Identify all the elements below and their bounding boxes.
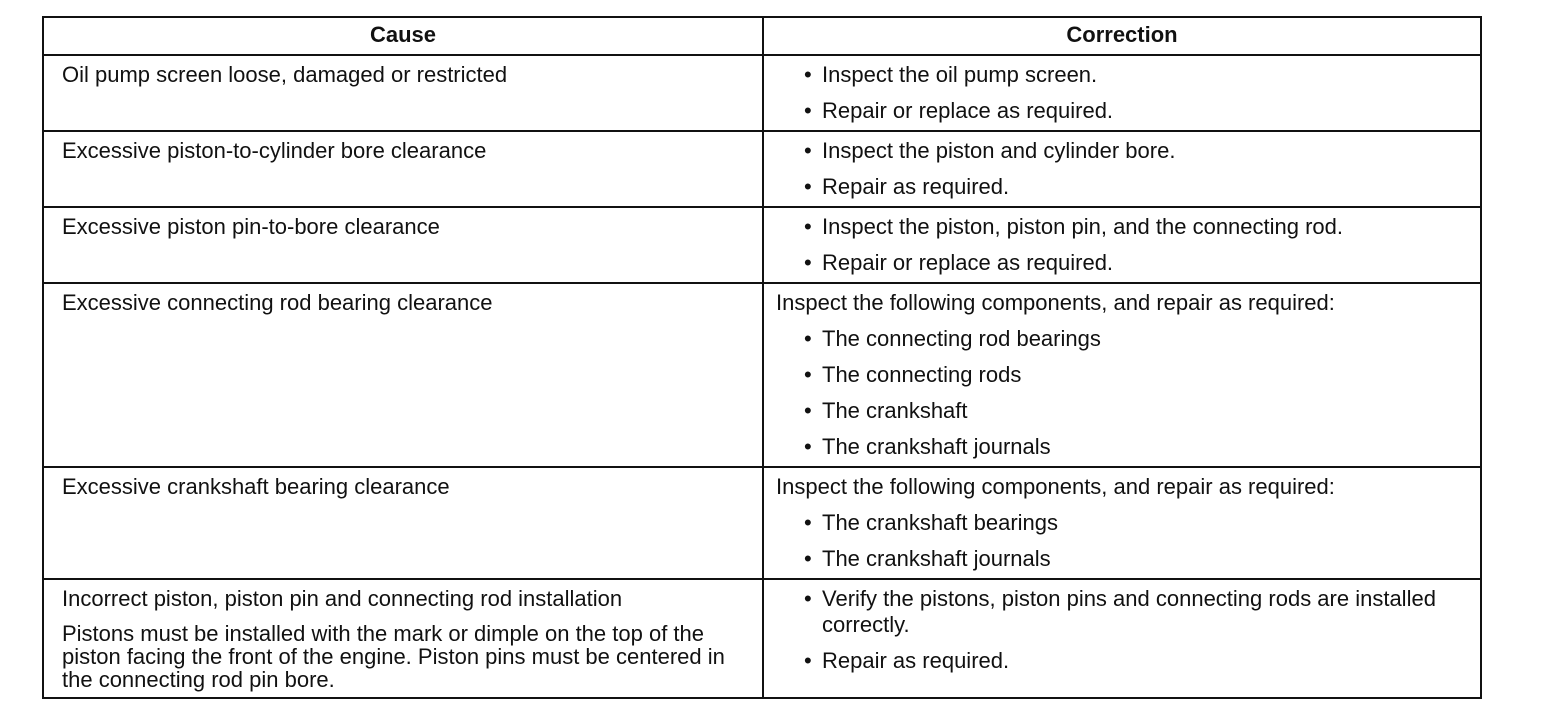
- correction-text: The connecting rods: [822, 362, 1022, 387]
- correction-list-item: [800, 362, 1468, 388]
- header-row: [43, 17, 1481, 55]
- correction-list-item: [800, 62, 1468, 88]
- correction-text: Repair or replace as required.: [822, 250, 1114, 275]
- cause-text: Excessive piston-to-cylinder bore clearance: [62, 138, 487, 163]
- correction-text: Inspect the piston and cylinder bore.: [822, 138, 1176, 163]
- header-correction: Correction: [763, 17, 1481, 55]
- correction-text: The crankshaft journals: [822, 546, 1051, 571]
- correction-text: Repair or replace as required.: [822, 98, 1114, 123]
- table-body: [43, 55, 1481, 698]
- correction-list: [776, 510, 1468, 572]
- correction-list: [776, 326, 1468, 460]
- correction-intro: Inspect the following components, and repair as required:: [776, 290, 1335, 315]
- table-row: [43, 131, 1481, 207]
- correction-text: The crankshaft bearings: [822, 510, 1059, 535]
- table-row: [43, 579, 1481, 698]
- header-cause: Cause: [43, 17, 763, 55]
- correction-text: Repair as required.: [822, 174, 1010, 199]
- correction-list: [776, 214, 1468, 276]
- table-row: [43, 283, 1481, 467]
- cause-text: Excessive piston pin-to-bore clearance: [62, 214, 440, 239]
- correction-text: Verify the pistons, piston pins and connecting rods are installed correctly.: [822, 586, 1436, 637]
- correction-intro: Inspect the following components, and repair as required:: [776, 474, 1335, 499]
- correction-list: [776, 586, 1468, 674]
- cause-cell: [43, 467, 763, 579]
- correction-list: [776, 62, 1468, 124]
- bullet-icon: •: [804, 586, 812, 611]
- correction-cell: [763, 283, 1481, 467]
- correction-cell: [763, 207, 1481, 283]
- correction-list-item: [800, 546, 1468, 572]
- correction-list-item: [800, 98, 1468, 124]
- diagnostic-table: [42, 16, 1482, 699]
- correction-list-item: [800, 398, 1468, 424]
- correction-text: The connecting rod bearings: [822, 326, 1101, 351]
- cause-cell: [43, 55, 763, 131]
- bullet-icon: •: [804, 326, 812, 351]
- correction-cell: [763, 55, 1481, 131]
- cause-text: Oil pump screen loose, damaged or restricted: [62, 62, 508, 87]
- table-row: [43, 207, 1481, 283]
- cause-cell: [43, 131, 763, 207]
- correction-cell: [763, 579, 1481, 698]
- correction-list-item: [800, 250, 1468, 276]
- cause-text: Excessive crankshaft bearing clearance: [62, 474, 450, 499]
- correction-cell: [763, 131, 1481, 207]
- bullet-icon: •: [804, 174, 812, 199]
- cause-note: Pistons must be installed with the mark or dimple on the top of the piston facing the front of the engine. Piston pins must be centered in the connecting rod pin bore.: [62, 621, 725, 692]
- correction-list-item: [800, 648, 1468, 674]
- bullet-icon: •: [804, 648, 812, 673]
- correction-list-item: [800, 138, 1468, 164]
- bullet-icon: •: [804, 362, 812, 387]
- bullet-icon: •: [804, 434, 812, 459]
- cause-cell: [43, 207, 763, 283]
- correction-text: Inspect the oil pump screen.: [822, 62, 1098, 87]
- bullet-icon: •: [804, 250, 812, 275]
- correction-list-item: [800, 174, 1468, 200]
- correction-text: The crankshaft: [822, 398, 968, 423]
- correction-list-item: [800, 434, 1468, 460]
- cause-text: Excessive connecting rod bearing clearance: [62, 290, 493, 315]
- cause-cell: [43, 283, 763, 467]
- correction-text: Repair as required.: [822, 648, 1010, 673]
- bullet-icon: •: [804, 214, 812, 239]
- cause-text: Incorrect piston, piston pin and connecting rod installation: [62, 586, 623, 611]
- bullet-icon: •: [804, 62, 812, 87]
- correction-list: [776, 138, 1468, 200]
- table-row: [43, 55, 1481, 131]
- correction-list-item: [800, 586, 1468, 638]
- correction-list-item: [800, 510, 1468, 536]
- bullet-icon: •: [804, 546, 812, 571]
- bullet-icon: •: [804, 138, 812, 163]
- correction-list-item: [800, 326, 1468, 352]
- bullet-icon: •: [804, 398, 812, 423]
- table-row: [43, 467, 1481, 579]
- correction-text: The crankshaft journals: [822, 434, 1051, 459]
- correction-list-item: [800, 214, 1468, 240]
- correction-cell: [763, 467, 1481, 579]
- cause-cell: [43, 579, 763, 698]
- correction-text: Inspect the piston, piston pin, and the connecting rod.: [822, 214, 1344, 239]
- bullet-icon: •: [804, 98, 812, 123]
- bullet-icon: •: [804, 510, 812, 535]
